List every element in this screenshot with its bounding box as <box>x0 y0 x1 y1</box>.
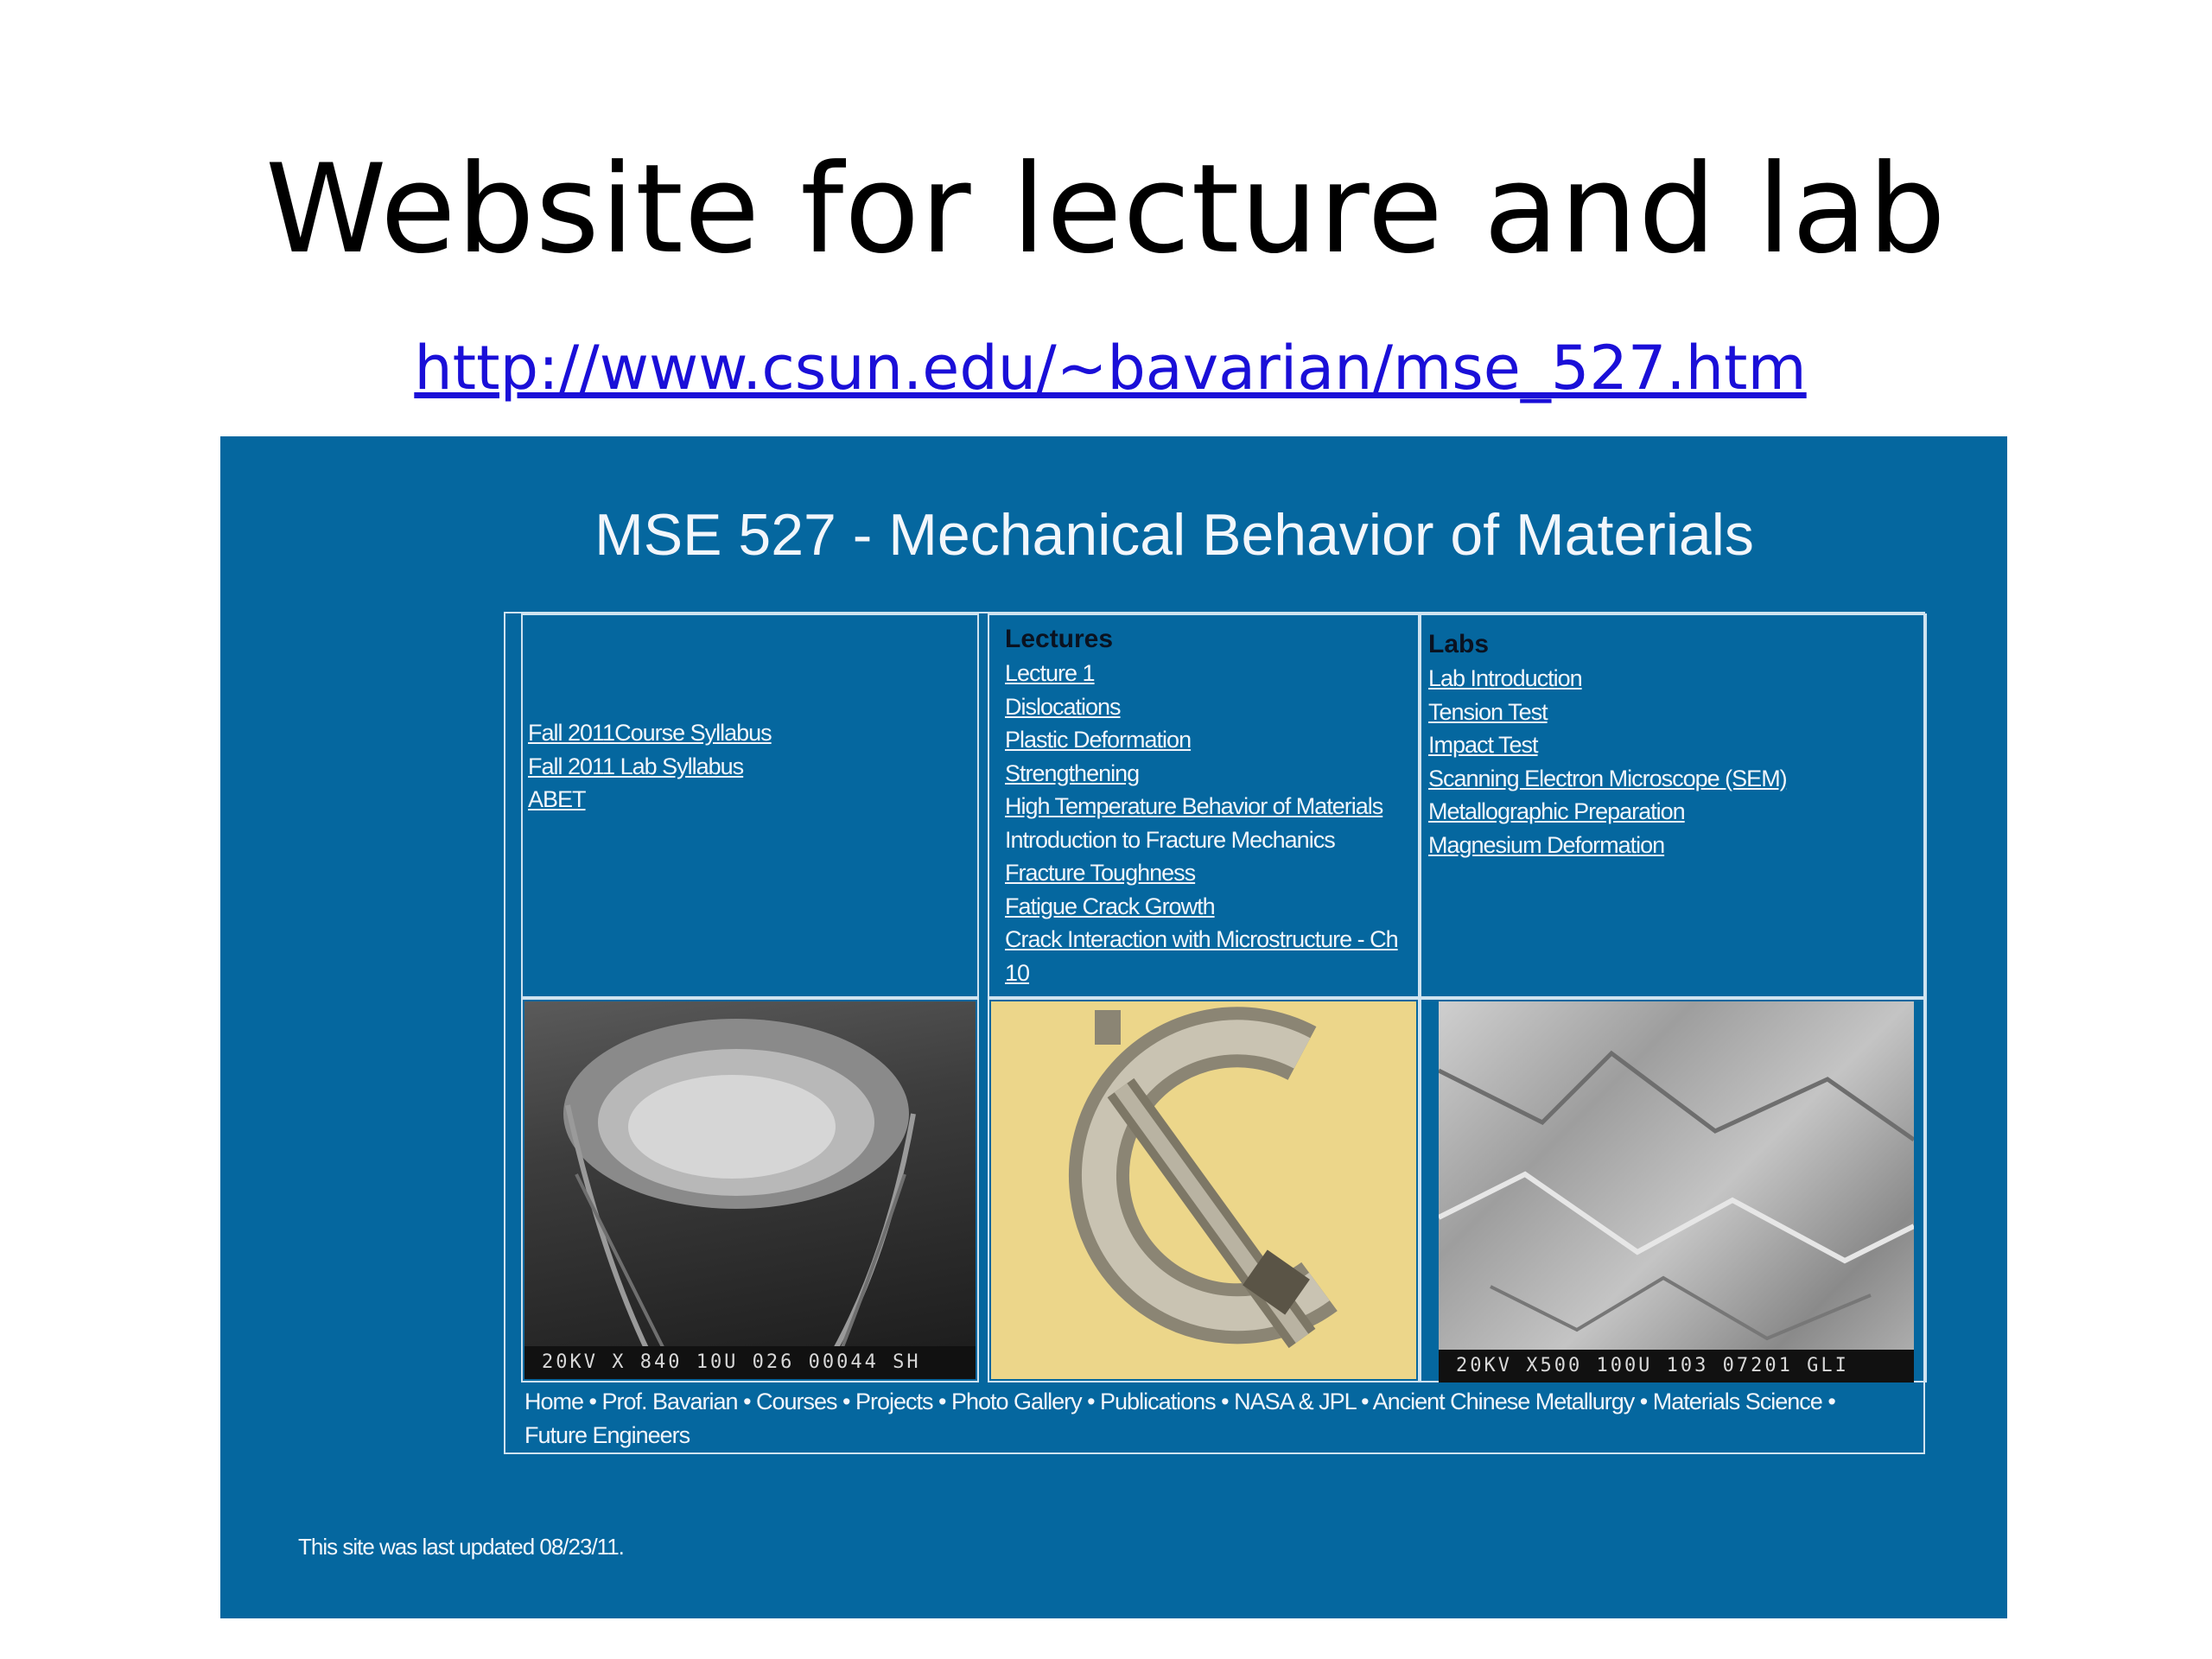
fracture-cup-graphic <box>524 1001 976 1379</box>
syllabus-links <box>528 716 772 817</box>
lectures-cell <box>988 613 1420 998</box>
lectures-heading: Lectures <box>1005 625 1114 653</box>
course-syllabus-link[interactable]: Fall 2011Course Syllabus <box>528 720 772 746</box>
lab-link[interactable]: Scanning Electron Microscope (SEM) <box>1428 765 1787 791</box>
lab-list <box>1428 627 1787 861</box>
labs-heading: Labs <box>1428 630 1490 658</box>
last-updated-text: This site was last updated 08/23/11. <box>298 1534 624 1560</box>
lab-link[interactable]: Magnesium Deformation <box>1428 831 1665 858</box>
lecture-link[interactable]: Crack Interaction with Microstructure - Ch <box>1005 926 1398 952</box>
sem-scale-bar: 20KV X500 100U 103 07201 GLI <box>1439 1350 1914 1382</box>
lecture-link[interactable]: Dislocations <box>1005 693 1121 720</box>
site-title: MSE 527 - Mechanical Behavior of Materials <box>594 502 1754 568</box>
syllabus-cell <box>521 613 979 998</box>
site-footer-nav[interactable] <box>524 1385 1898 1452</box>
labs-cell <box>1420 613 1927 998</box>
lab-link[interactable]: Lab Introduction <box>1428 665 1582 691</box>
footer-nav-line[interactable]: Home • Prof. Bavarian • Courses • Projects • Photo Gallery • Publications • NASA & JPL • Ancient Chinese Metallurgy • Materials Science • <box>524 1389 1835 1414</box>
lecture-link[interactable]: Plastic Deformation <box>1005 727 1192 753</box>
lab-syllabus-link[interactable]: Fall 2011 Lab Syllabus <box>528 753 744 779</box>
lab-link[interactable]: Impact Test <box>1428 732 1538 758</box>
slide-title: Website for lecture and lab <box>265 138 1947 281</box>
abet-link[interactable]: ABET <box>528 786 586 812</box>
lecture-link[interactable]: Strengthening <box>1005 760 1140 786</box>
specimen-photo <box>991 1001 1416 1379</box>
lab-link[interactable]: Tension Test <box>1428 698 1548 725</box>
fracture-surface-graphic <box>1439 1001 1914 1382</box>
image-cell-middle <box>988 998 1420 1382</box>
sem-scale-bar: 20KV X 840 10U 026 00044 SH <box>524 1346 976 1379</box>
lecture-link[interactable]: Lecture 1 <box>1005 660 1095 686</box>
lecture-item: Introduction to Fracture Mechanics <box>1005 826 1335 853</box>
lecture-list <box>1005 622 1398 989</box>
sem-surface-image <box>1439 1001 1914 1382</box>
sem-fracture-image <box>524 1001 976 1379</box>
lecture-link[interactable]: Fatigue Crack Growth <box>1005 893 1215 919</box>
content-table <box>504 612 1925 1454</box>
website-screenshot <box>220 436 2007 1618</box>
website-url-link[interactable]: http://www.csun.edu/~bavarian/mse_527.htm <box>414 333 1807 404</box>
c-ring-specimen-graphic <box>991 1001 1416 1379</box>
lecture-link[interactable]: High Temperature Behavior of Materials <box>1005 793 1383 819</box>
image-cell-left <box>521 998 979 1382</box>
lecture-link[interactable]: Fracture Toughness <box>1005 860 1196 886</box>
lecture-link[interactable]: 10 <box>1005 959 1030 986</box>
image-cell-right <box>1420 998 1927 1382</box>
footer-nav-line[interactable]: Future Engineers <box>524 1422 690 1448</box>
lab-link[interactable]: Metallographic Preparation <box>1428 798 1685 824</box>
